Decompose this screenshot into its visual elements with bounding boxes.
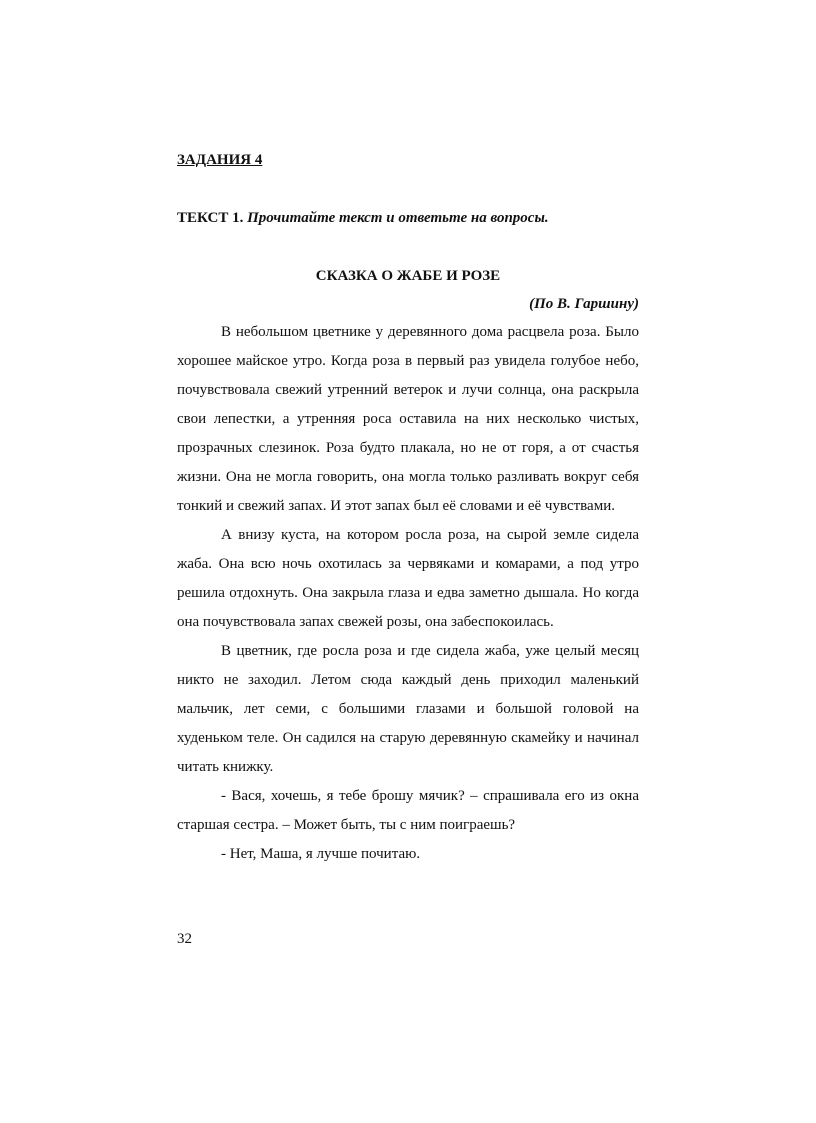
page-number: 32 — [177, 931, 192, 947]
story-title: СКАЗКА О ЖАБЕ И РОЗЕ — [315, 268, 501, 284]
task-label: ТЕКСТ 1. — [177, 210, 244, 226]
paragraph-5: - Нет, Маша, я лучше почитаю. — [221, 846, 421, 862]
story-body — [177, 318, 639, 869]
task-line — [177, 210, 549, 227]
paragraph-3: В цветник, где росла роза и где сидела жаба, уже целый месяц никто не заходил. Летом сюда каждый день приходил маленький мальчик, лет семи, с большими глазами и большой головой на худеньком теле. Он садился на старую деревянную скамейку и начинал читать книжку. — [177, 643, 639, 775]
task-instruction: Прочитайте текст и ответьте на вопросы. — [247, 210, 549, 226]
paragraph-2: А внизу куста, на котором росла роза, на сырой земле сидела жаба. Она всю ночь охотилась за червяками и комарами, а под утро решила отдохнуть. Она закрыла глаза и едва заметно дышала. Но когда она почувствовала запах свежей розы, она забеспокоилась. — [177, 527, 639, 630]
paragraph-4: - Вася, хочешь, я тебе брошу мячик? – спрашивала его из окна старшая сестра. – Может быть, ты с ним поиграешь? — [177, 788, 639, 833]
paragraph-1: В небольшом цветнике у деревянного дома расцвела роза. Было хорошее майское утро. Когда роза в первый раз увидела голубое небо, почувствовала свежий утренний ветерок и лучи солнца, она раскрыла свои лепестки, а утренняя роса оставила на них несколько чистых, прозрачных слезинок. Роза будто плакала, но не от горя, а от счастья жизни. Она не могла говорить, она могла только разливать вокруг себя тонкий и свежий запах. И этот запах был её словами и её чувствами. — [177, 324, 639, 514]
story-author: (По В. Гаршину) — [529, 296, 639, 312]
section-title: ЗАДАНИЯ 4 — [177, 152, 263, 168]
